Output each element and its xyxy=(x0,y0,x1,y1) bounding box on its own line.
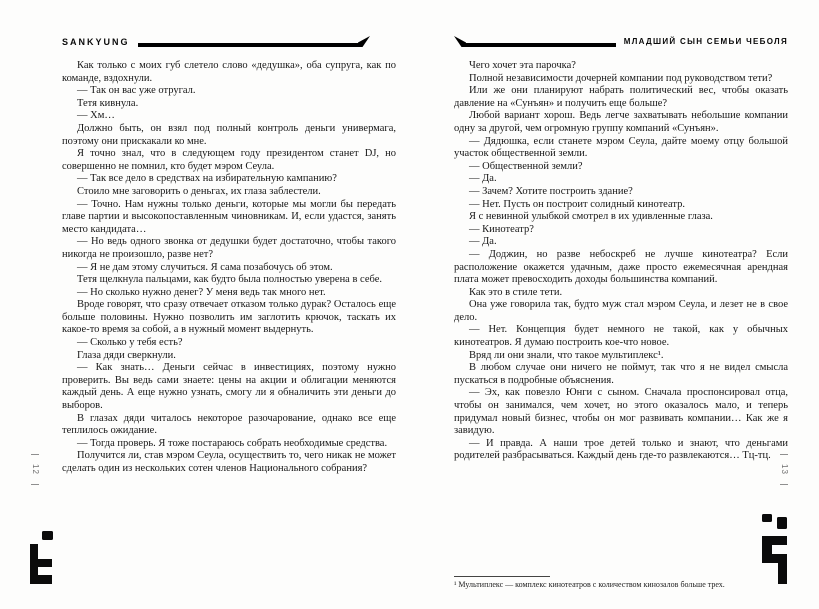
paragraph: В любом случае они ничего не поймут, так что я не видел смысла пускаться в подробные объяснения. xyxy=(454,362,788,386)
page-number-block-left xyxy=(28,454,42,485)
paragraph: Получится ли, став мэром Сеула, осуществить то, чего никак не может сделать один из нескольких сотен членов Национального собрания? xyxy=(62,450,396,474)
running-head-right-title: МЛАДШИЙ СЫН СЕМЬИ ЧЕБОЛЯ xyxy=(623,37,788,46)
header-rule-right xyxy=(454,36,616,47)
header-rule-bar xyxy=(138,43,358,47)
footnote-block xyxy=(454,572,788,590)
paragraph: — Дядюшка, если станете мэром Сеула, дайте моему отцу большой участок общественной земли. xyxy=(454,135,788,160)
page-right xyxy=(454,60,788,590)
paragraph: Любой вариант хорош. Ведь легче захватывать небольшие компании одну за другой, чем огромную группу компаний «Сунъян». xyxy=(454,110,788,134)
paragraph: — Кинотеатр? xyxy=(469,223,534,235)
page-number-left: 12 xyxy=(30,464,40,475)
paragraph: — Доджин, но разве небоскреб не лучше кинотеатра? Если расположение окажется удачным, даже просто ежемесячная арендная плата может превосходить доходы большинства компаний. xyxy=(454,248,788,286)
corner-brush-mark-icon xyxy=(759,514,791,588)
paragraph: Должно быть, он взял под полный контроль деньги универмага, поэтому они прискакали ко мне. xyxy=(62,122,396,147)
paragraph: — Общественной земли? xyxy=(469,160,583,172)
paragraph: В глазах дяди читалось некоторое разочарование, однако все еще теплилось ожидание. xyxy=(62,412,396,437)
paragraph: Глаза дяди сверкнули. xyxy=(77,349,176,361)
paragraph: — Да. xyxy=(469,173,497,185)
paragraph: Стоило мне заговорить о деньгах, их глаза заблестели. xyxy=(77,185,321,197)
header-rule-left xyxy=(138,36,370,47)
page-left-text xyxy=(62,60,396,476)
page-left xyxy=(62,60,396,590)
header-rule-bar xyxy=(466,43,616,47)
running-head-left-title: SANKYUNG xyxy=(62,37,130,47)
paragraph: Она уже говорила так, будто муж стал мэром Сеула, и лезет не в свое дело. xyxy=(454,299,788,323)
page-number-tick xyxy=(31,454,39,455)
paragraph: — Нет. Концепция будет немного не такой, как у обычных кинотеатров. Я думаю построить кое-что новое. xyxy=(454,324,788,349)
brush-flick-icon xyxy=(358,36,370,47)
paragraph: — Да. xyxy=(469,236,497,248)
page-number-tick xyxy=(780,454,788,455)
page-number-tick xyxy=(780,484,788,485)
paragraph: — Зачем? Хотите построить здание? xyxy=(469,185,633,197)
footnote-text: ¹ Мультиплекс — комплекс кинотеатров с количеством кинозалов больше трех. xyxy=(454,580,725,589)
page-number-right: 13 xyxy=(779,464,789,475)
corner-brush-mark-icon xyxy=(27,531,57,589)
paragraph: — Эх, как повезло Юнги с сыном. Сначала проспонсировал отца, чтобы он занимался, чем хочет, но этого оказалось мало, и теперь придумал новый бизнес, чтобы он мог развивать компании… Как же я завидую. xyxy=(454,387,788,437)
paragraph: — Сколько у тебя есть? xyxy=(77,337,183,349)
paragraph: — И правда. А наши трое детей только и знают, что деньгами родителей разбрасываться. Каждый день где-то развлекаются… Тц-тц. xyxy=(454,437,788,462)
running-head-right xyxy=(454,36,788,47)
paragraph: Тетя кивнула. xyxy=(77,97,139,109)
paragraph: — Нет. Пусть он построит солидный кинотеатр. xyxy=(469,198,685,210)
paragraph: — Как знать… Деньги сейчас в инвестициях, поэтому нужно проверить. Вы ведь сами знаете: цены на акции и облигации меняются каждый день. А еще нужно узнать, смогу ли я обналичить эти деньги до выборов. xyxy=(62,362,396,412)
paragraph: Полной независимости дочерней компании под руководством тети? xyxy=(469,72,773,84)
paragraph: — Я не дам этому случиться. Я сама позабочусь об этом. xyxy=(77,261,333,273)
paragraph: Я точно знал, что в следующем году президентом станет DJ, но совершенно не помнил, кто будет мэром Сеула. xyxy=(62,148,396,172)
paragraph: Чего хочет эта парочка? xyxy=(469,60,576,71)
page-number-tick xyxy=(31,484,39,485)
brush-flick-icon xyxy=(454,36,466,47)
running-head-left xyxy=(62,36,396,47)
page-right-text xyxy=(454,60,788,463)
paragraph: — Так все дело в средствах на избирательную кампанию? xyxy=(77,173,337,185)
paragraph: — Но сколько нужно денег? У меня ведь так много нет. xyxy=(77,286,326,298)
paragraph: — Так он вас уже отругал. xyxy=(77,85,196,97)
paragraph: Или же они планируют набрать политический вес, чтобы оказать давление на «Сунъян» и получить еще больше? xyxy=(454,85,788,109)
paragraph: — Но ведь одного звонка от дедушки будет достаточно, чтобы такого никогда не произошло, разве нет? xyxy=(62,236,396,260)
paragraph: — Тогда проверь. Я тоже постараюсь собрать необходимые средства. xyxy=(77,437,388,449)
paragraph: — Точно. Нам нужны только деньги, которые мы могли бы передать главе партии и высокопоставленным чиновникам. И, если удастся, занять место кандидата… xyxy=(62,198,396,235)
paragraph: Как это в стиле тети. xyxy=(469,286,563,298)
page-number-block-right xyxy=(777,454,791,485)
paragraph: Вряд ли они знали, что такое мультиплекс¹. xyxy=(469,349,664,361)
paragraph: Я с невинной улыбкой смотрел в их удивленные глаза. xyxy=(469,211,713,223)
paragraph: Вроде говорят, что сразу отвечает отказом только дурак? Осталось еще больше половины. Нужно позволить им заглотить крючок, таскать их какое-то время за собой, а в нужный момент выдернуть. xyxy=(62,299,396,336)
footnote-rule xyxy=(454,576,550,577)
paragraph: Как только с моих губ слетело слово «дедушка», оба супруга, как по команде, вздохнули. xyxy=(62,60,396,84)
paragraph: Тетя щелкнула пальцами, как будто была полностью уверена в себе. xyxy=(77,274,382,286)
paragraph: — Хм… xyxy=(77,110,115,122)
